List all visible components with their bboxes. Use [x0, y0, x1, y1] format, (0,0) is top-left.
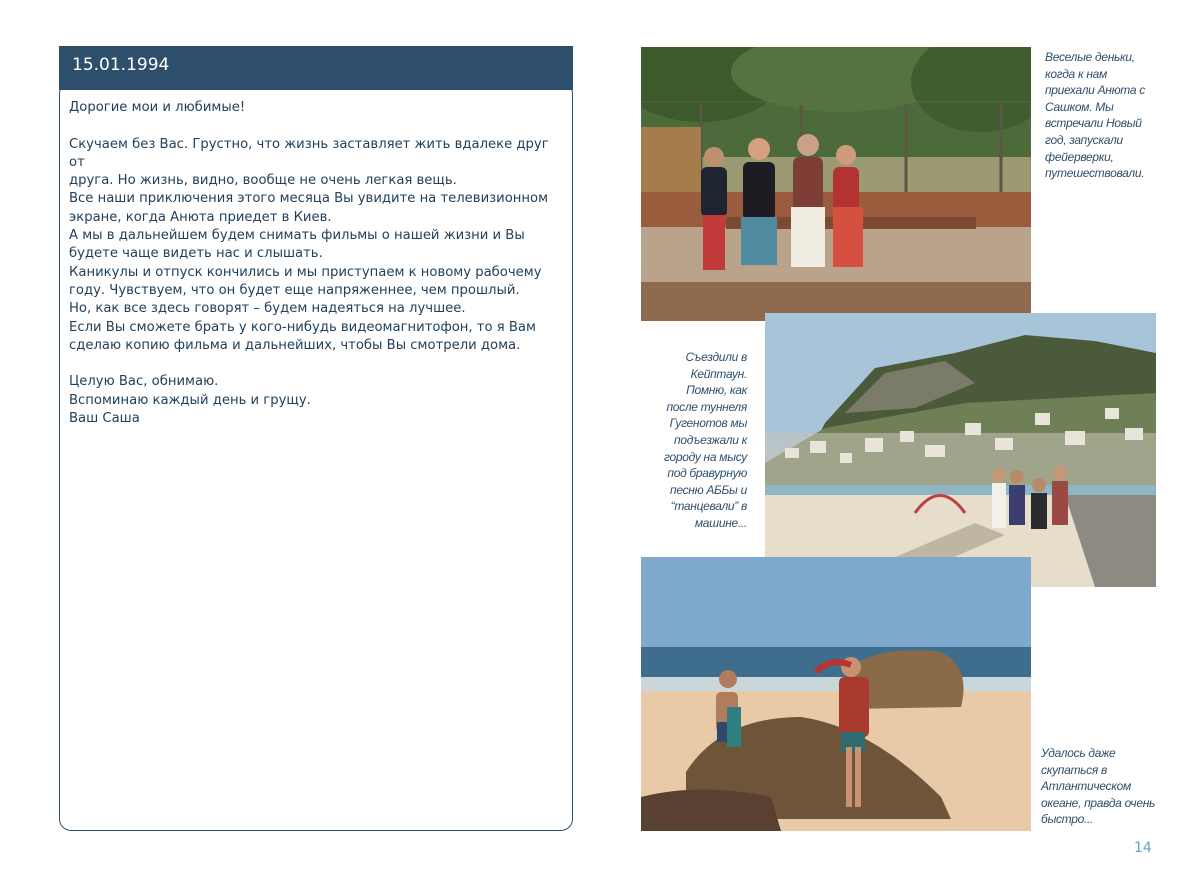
caption-line: после туннеля [666, 399, 747, 414]
caption-photo3 [1041, 745, 1191, 828]
letter-line: Каникулы и отпуск кончились и мы приступаем к новому рабочему [69, 264, 542, 280]
letter-closing-line: Вспоминаю каждый день и грущу. [69, 392, 311, 408]
caption-line: подъезжали к [674, 432, 747, 447]
caption-line: фейерверки, [1045, 149, 1114, 164]
letter-line: Скучаем без Вас. Грустно, что жизнь заставляет жить вдалеке друг от [69, 136, 549, 170]
caption-line: океане, правда очень [1041, 795, 1156, 810]
caption-line: Кейптаун. [690, 366, 747, 381]
caption-line: Веселые деньки, [1045, 50, 1135, 64]
caption-line: городу на мысу [664, 449, 747, 464]
letter-line: Если Вы сможете брать у кого-нибудь видеомагнитофон, то я Вам [69, 319, 536, 335]
caption-line: Атлантическом [1041, 779, 1131, 794]
page-number: 14 [1134, 840, 1152, 856]
caption-line: “танцевали” в [670, 499, 747, 514]
letter-signature: Ваш Саша [69, 411, 140, 427]
letter-line: году. Чувствуем, что он будет еще напряженнее, чем прошлый. [69, 282, 520, 298]
caption-line: год, запускали [1045, 132, 1123, 147]
caption-line: скупаться в [1041, 762, 1107, 777]
caption-line: Удалось даже [1041, 746, 1116, 760]
letter-line: Но, как все здесь говорят – будем надеяться на лучшее. [69, 301, 466, 317]
letter-greeting: Дорогие мои и любимые! [69, 100, 246, 115]
photo-atlantic-beach [641, 557, 1031, 831]
letter-line: сделаю копию фильма и дальнейших, чтобы Вы смотрели дома. [69, 337, 521, 353]
caption-line: Помню, как [686, 383, 747, 398]
caption-line: Сашком. Мы [1045, 99, 1114, 114]
caption-line: Гугенотов мы [669, 416, 747, 431]
letter-date-header [59, 46, 573, 90]
caption-line: Съездили в [685, 350, 747, 364]
caption-line: быстро... [1041, 812, 1094, 827]
photo-cape-town-beach [765, 313, 1156, 587]
letter-line: экране, когда Анюта приедет в Киев. [69, 209, 332, 225]
caption-line: песню АББы и [670, 482, 747, 497]
caption-line: машине... [694, 515, 747, 530]
letter-line: А мы в дальнейшем будем снимать фильмы о нашей жизни и Вы [69, 228, 525, 244]
letter-date: 15.01.1994 [72, 55, 170, 75]
letter-line: Все наши приключения этого месяца Вы увидите на телевизионном [69, 191, 549, 207]
caption-line: когда к нам [1045, 66, 1107, 81]
letter-closing-line: Целую Вас, обнимаю. [69, 374, 219, 390]
caption-line: под бравурную [667, 466, 747, 481]
caption-photo2 [640, 349, 747, 532]
caption-photo1 [1045, 49, 1195, 182]
caption-line: встречали Новый [1045, 116, 1142, 131]
caption-line: путешествовали. [1045, 166, 1145, 181]
letter-line: друга. Но жизнь, видно, вообще не очень легкая вещь. [69, 173, 457, 189]
caption-line: приехали Анюта с [1045, 83, 1145, 98]
photo-family-bench [641, 47, 1031, 321]
letter-box [59, 82, 573, 831]
letter-line: будете чаще видеть нас и слышать. [69, 246, 323, 262]
